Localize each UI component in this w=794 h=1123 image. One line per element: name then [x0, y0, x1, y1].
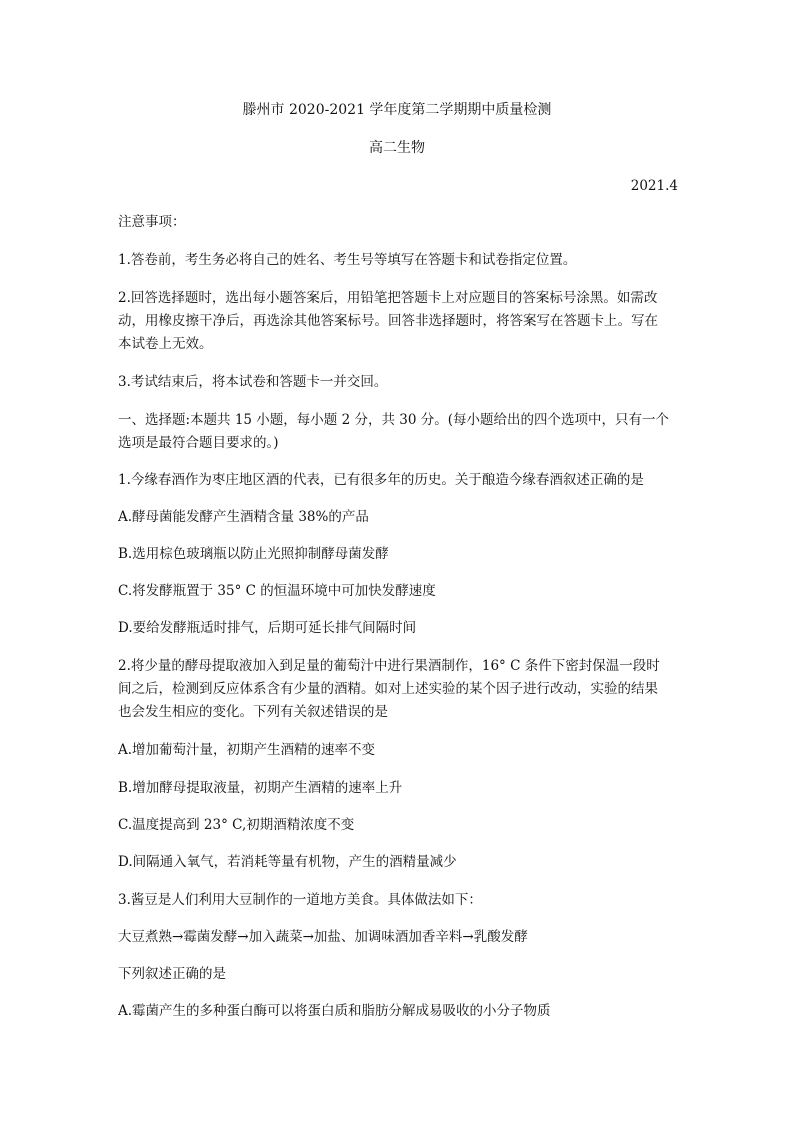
exam-title: 滕州市 2020-2021 学年度第二学期期中质量检测: [242, 102, 552, 118]
question-3-stem: 3.酱豆是人们利用大豆制作的一道地方美食。具体做法如下：: [118, 892, 482, 908]
notice-item-2-line-3: 本试卷上无效。: [118, 336, 213, 352]
notice-item-2-line-2: 动，用橡皮擦干净后，再选涂其他答案标号。回答非选择题时，将答案写在答题卡上。写在: [118, 313, 658, 329]
subject-title: 高二生物: [369, 140, 425, 156]
question-2-option-b: B.增加酵母提取液量，初期产生酒精的速率上升: [118, 780, 403, 796]
question-1-stem: 1.今缘春酒作为枣庄地区酒的代表，已有很多年的历史。关于酿造今缘春酒叙述正确的是: [118, 472, 644, 488]
question-2-option-a: A.增加葡萄汁量，初期产生酒精的速率不变: [118, 742, 376, 758]
section-1-intro-line-1: 一、选择题:本题共 15 小题，每小题 2 分，共 30 分。(每小题给出的四个选项中，只有一个: [118, 412, 670, 428]
notice-item-2-line-1: 2.回答选择题时，选出每小题答案后，用铅笔把答题卡上对应题目的答案标号涂黑。如需改: [118, 290, 658, 306]
question-3-prompt: 下列叙述正确的是: [118, 966, 226, 982]
question-2-stem-line-2: 间之后，检测到反应体系含有少量的酒精。如对上述实验的某个因子进行改动，实验的结果: [118, 681, 658, 697]
notice-item-1: 1.答卷前，考生务必将自己的姓名、考生号等填写在答题卡和试卷指定位置。: [118, 252, 577, 268]
question-3-option-a: A.霉菌产生的多种蛋白酶可以将蛋白质和脂肪分解成易吸收的小分子物质: [118, 1003, 551, 1019]
question-2-option-c: C.温度提高到 23° C,初期酒精浓度不变: [118, 817, 355, 833]
question-2-option-d: D.间隔通入氧气，若消耗等量有机物，产生的酒精量减少: [118, 854, 457, 870]
question-1-option-c: C.将发酵瓶置于 35° C 的恒温环境中可加快发酵速度: [118, 583, 436, 599]
exam-date: 2021.4: [630, 178, 678, 194]
question-2-stem-line-1: 2.将少量的酵母提取液加入到足量的葡萄汁中进行果酒制作，16° C 条件下密封保温一段时: [118, 658, 660, 674]
question-1-option-d: D.要给发酵瓶适时排气，后期可延长排气间隔时间: [118, 620, 417, 636]
notice-item-3: 3.考试结束后，将本试卷和答题卡一并交回。: [118, 374, 388, 390]
question-1-option-b: B.选用棕色玻璃瓶以防止光照抑制酵母菌发酵: [118, 546, 389, 562]
question-2-stem-line-3: 也会发生相应的变化。下列有关叙述错误的是: [118, 704, 388, 720]
question-1-option-a: A.酵母菌能发酵产生酒精含量 38%的产品: [118, 509, 369, 525]
section-1-intro-line-2: 选项是最符合题目要求的。): [118, 435, 279, 451]
notice-heading: 注意事项：: [118, 214, 186, 230]
question-3-process-flow: 大豆煮熟→霉菌发酵→加入蔬菜→加盐、加调味酒加香辛料→乳酸发酵: [118, 929, 528, 945]
